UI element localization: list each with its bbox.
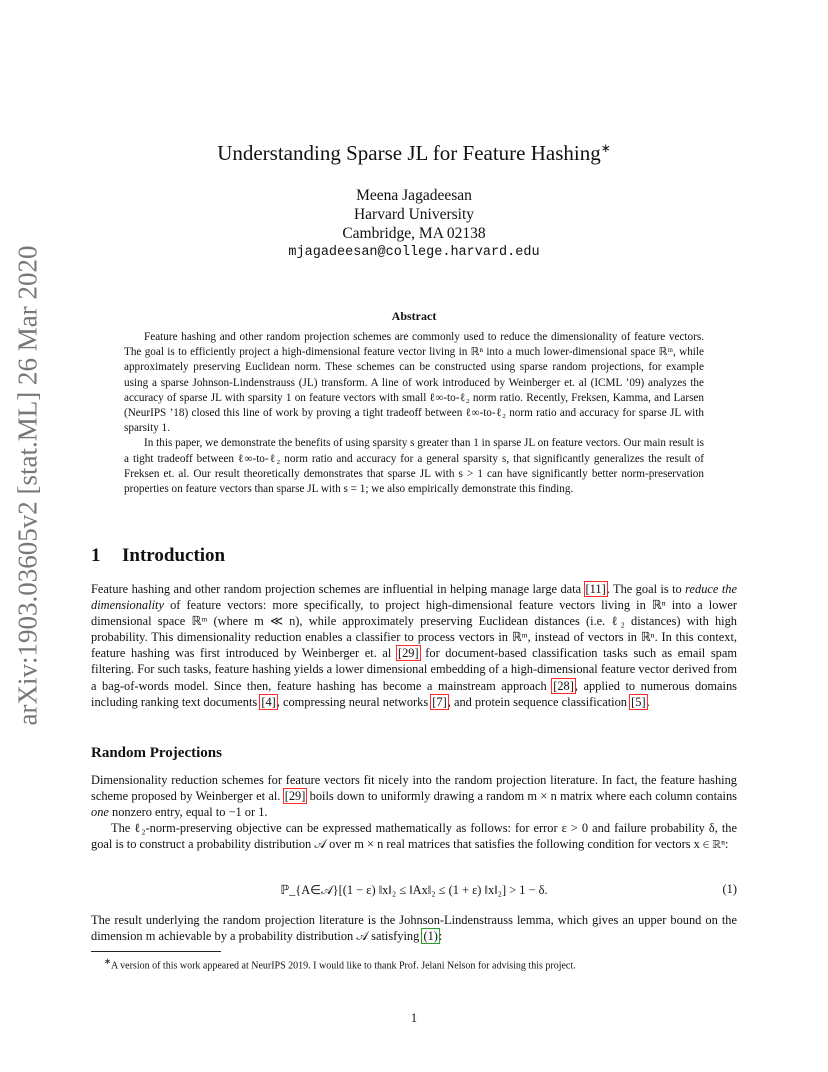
intro-emphasis: reduce the dimensionality [91, 582, 737, 613]
citation-link[interactable]: [29] [397, 646, 419, 661]
equation-1 [91, 882, 737, 900]
rp-paragraph-3 [91, 912, 737, 944]
footnote-mark: ∗ [104, 957, 111, 966]
section-heading-introduction [91, 545, 225, 567]
paper-title-text: Understanding Sparse JL for Feature Hashing [217, 141, 601, 165]
rp-text-b: boils down to uniformly drawing a random m × n matrix where each column contains [309, 789, 737, 804]
subsection-heading-random-projections: Random Projections [91, 745, 222, 761]
equation-expression: ℙ_{A∈𝒜}[(1 − ε) ‖x‖₂ ≤ ‖Ax‖₂ ≤ (1 + ε) ‖x‖₂] > 1 − δ. [280, 883, 548, 897]
rp-text-c: nonzero entry, equal to −1 or 1. [112, 805, 268, 820]
intro-text-e: , applied to numerous domains including ranking text documents [91, 678, 737, 709]
paper-title [91, 141, 737, 166]
rp-text-a: Dimensionality reduction schemes for feature vectors fit nicely into the random projection literature. In fact, the feature hashing scheme proposed by Weinberger et al. [91, 773, 737, 804]
intro-text-a: Feature hashing and other random projection schemes are influential in helping manage large data [91, 582, 582, 596]
citation-link[interactable]: [28] [553, 678, 574, 693]
footnote-text: A version of this work appeared at NeurIPS 2019. I would like to thank Prof. Jelani Nelson for advising this project. [110, 960, 576, 972]
rp-paragraph-1 [91, 772, 737, 820]
rp3-text-a: The result underlying the random projection literature is the Johnson-Lindenstrauss lemma, which gives an upper bound on the dimension m achievable by a probability distribution 𝒜 satisfying [91, 913, 737, 944]
abstract-heading: Abstract [391, 309, 437, 323]
author-name: Meena Jagadeesan [356, 187, 472, 204]
citation-link[interactable]: [4] [261, 694, 276, 709]
intro-text-g: , and protein sequence classification [447, 694, 628, 709]
abstract-paragraph-2: In this paper, we demonstrate the benefits of using sparsity s greater than 1 in sparse JL on feature vectors. Our main result is a tight tradeoff between ℓ∞-to-ℓ₂ norm ratio and accuracy for a general sparsity s, that significantly generalizes the result of Freksen et. al. Our result theoretically demonstrates that sparse JL with s > 1 can have significantly better norm-preservation properties on feature vectors than sparse JL with s = 1; we also empirically demonstrate this finding. [124, 437, 704, 496]
author-location: Cambridge, MA 02138 [342, 225, 486, 242]
abstract-paragraph-1: Feature hashing and other random projection schemes are commonly used to reduce the dimensionality of feature vectors. The goal is to efficiently project a high-dimensional feature vector living in ℝⁿ into a much lower-dimensional space ℝᵐ, while approximately preserving Euclidean norm. These schemes can be constructed using sparse random projections, for example using a sparse Johnson-Lindenstrauss (JL) transform. A line of work introduced by Weinberger et. al (ICML ’09) analyzes the accuracy of sparse JL with sparsity 1 on feature vectors with small ℓ∞-to-ℓ₂ norm ratio. Recently, Freksen, Kamma, and Larsen (NeurIPS ’18) closed this line of work by proving a tight tradeoff between ℓ∞-to-ℓ₂ norm ratio and accuracy for sparse JL with sparsity 1. [124, 331, 704, 435]
rp-paragraph-2: The ℓ₂-norm-preserving objective can be expressed mathematically as follows: for error ε > 0 and failure probability δ, the goal is to construct a probability distribution 𝒜 over m × n real matrices that satisfies the following condition for vectors x ∈ ℝⁿ: [91, 821, 737, 852]
arxiv-stamp [8, 245, 48, 725]
author-email[interactable]: mjagadeesan@college.harvard.edu [288, 245, 540, 260]
citation-link[interactable]: [11] [585, 582, 606, 596]
intro-text-b: . The goal is to [606, 582, 682, 596]
author-affiliation: Harvard University [353, 206, 475, 223]
author-block [91, 186, 737, 262]
random-projections-body [91, 772, 737, 852]
rp-emphasis: one [91, 805, 109, 820]
footnote [104, 956, 744, 971]
section-title: Introduction [122, 545, 226, 566]
rp3-text-b: : [438, 929, 443, 944]
abstract-body [124, 330, 704, 497]
section-number: 1 [91, 545, 101, 566]
citation-link[interactable]: [5] [631, 694, 646, 709]
jl-lemma-intro [91, 912, 737, 944]
citation-link[interactable]: [7] [432, 694, 447, 709]
intro-text-c: of feature vectors: more specifically, to project high-dimensional feature vectors living in ℝⁿ into a lower dimensional space ℝᵐ (where m ≪ n), while approximately preserving Euclidean distances (i.e. ℓ₂ distances) with high probability. This dimensionality reduction enables a classifier to process vectors in ℝᵐ, instead of vectors in ℝⁿ. In this context, feature hashing was first introduced by Weinberger et. al [91, 598, 737, 661]
title-footnote-mark[interactable]: ∗ [600, 141, 611, 155]
introduction-body [91, 581, 737, 710]
equation-number: (1) [722, 882, 737, 896]
page-number: 1 [410, 1011, 418, 1025]
footnote-divider [91, 951, 221, 952]
intro-text-h: . [646, 694, 650, 709]
arxiv-identifier: arXiv:1903.03605v2 [stat.ML] 26 Mar 2020 [12, 245, 43, 725]
introduction-paragraph [91, 581, 737, 710]
intro-text-d: for document-based classification tasks such as email spam filtering. For such tasks, feature hashing yields a lower dimensional embedding of a high-dimensional feature vector derived from a bag-of-words model. Since then, feature hashing has become a mainstream approach [91, 646, 737, 693]
intro-text-f: , compressing neural networks [276, 694, 429, 709]
citation-link[interactable]: [29] [284, 789, 306, 804]
equation-reference-link[interactable]: (1) [423, 929, 438, 944]
